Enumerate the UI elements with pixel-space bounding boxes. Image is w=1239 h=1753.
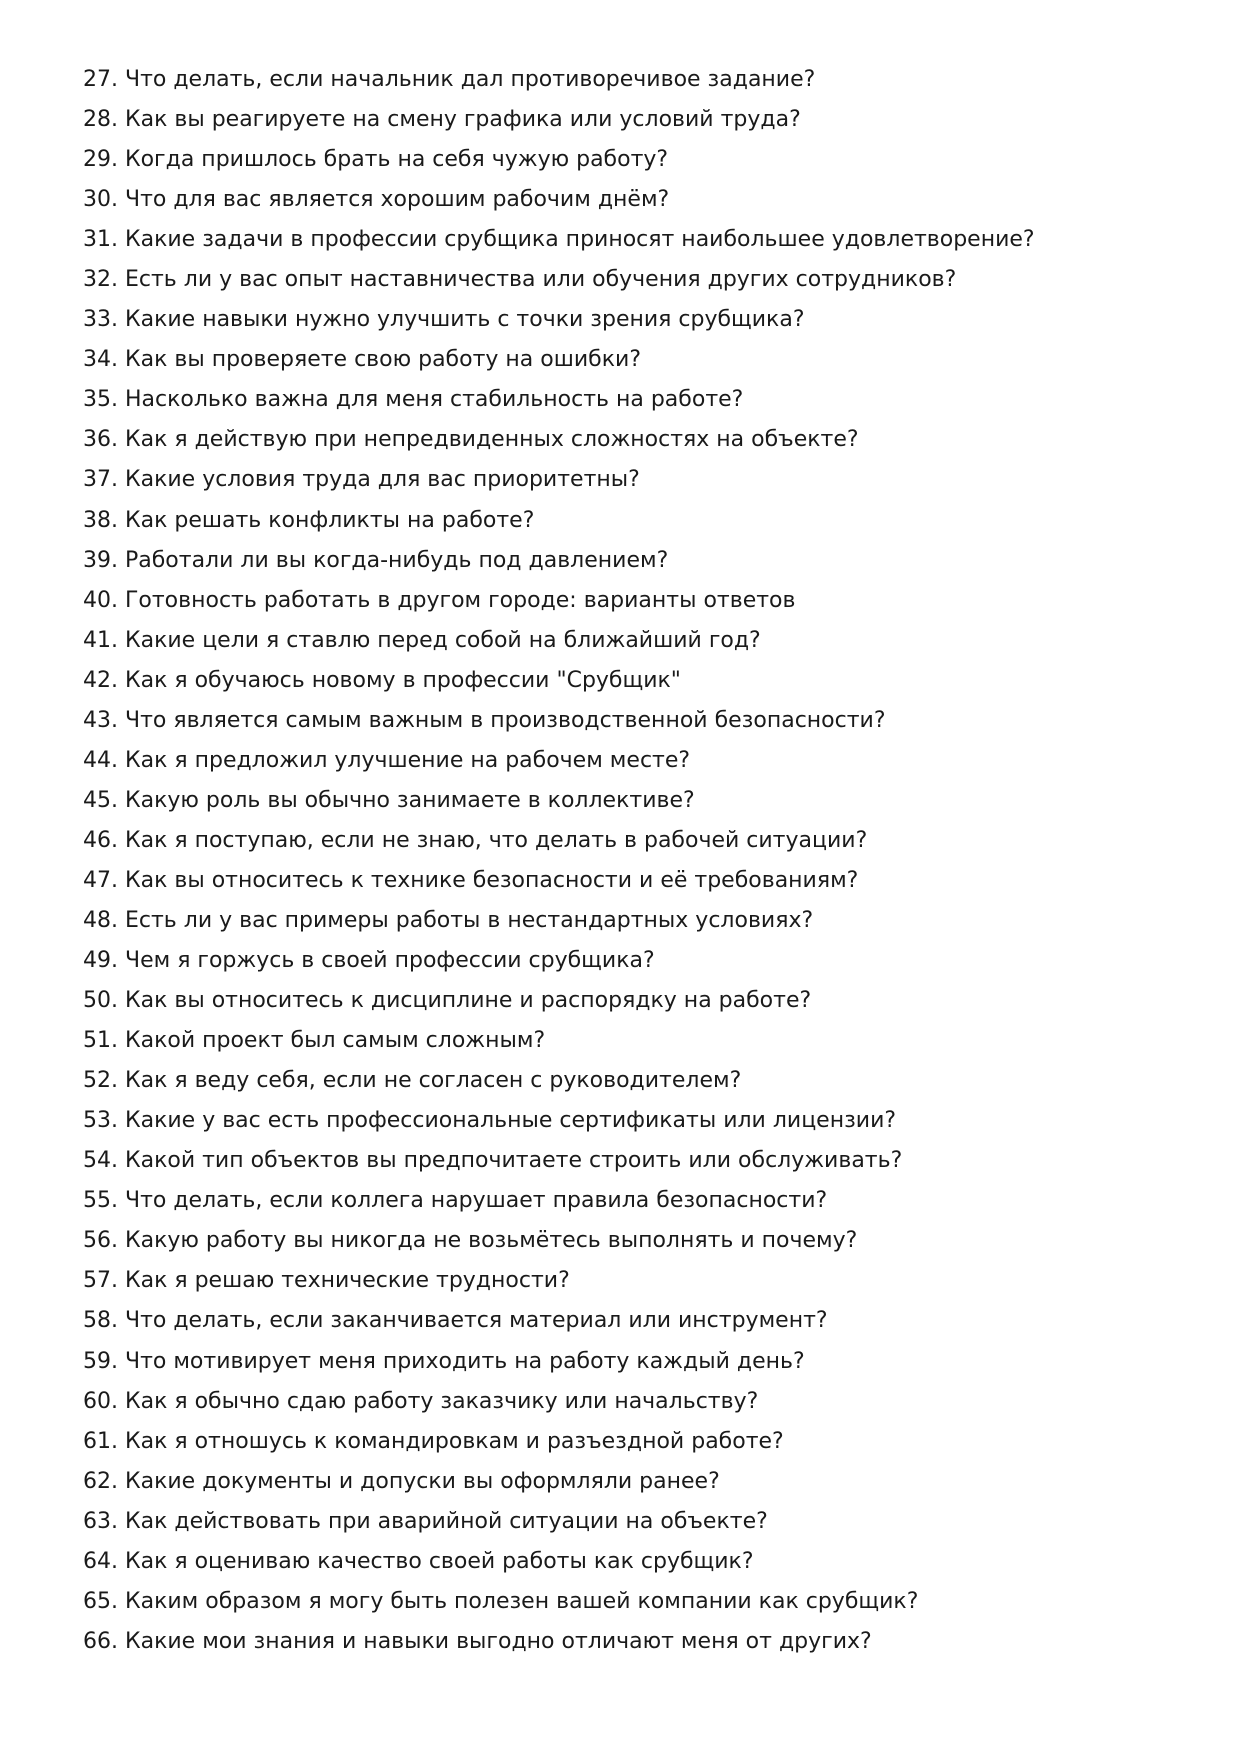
- question-item: 28. Как вы реагируете на смену графика или условий труда?: [83, 107, 801, 133]
- question-item: 56. Какую работу вы никогда не возьмётесь выполнять и почему?: [83, 1228, 858, 1254]
- question-item: 51. Какой проект был самым сложным?: [83, 1028, 546, 1054]
- question-item: 64. Как я оцениваю качество своей работы как срубщик?: [83, 1548, 754, 1574]
- question-item: 27. Что делать, если начальник дал противоречивое задание?: [83, 67, 816, 92]
- question-item: 31. Какие задачи в профессии срубщика приносят наибольшее удовлетворение?: [83, 227, 1035, 253]
- question-item: 36. Как я действую при непредвиденных сложностях на объекте?: [83, 427, 859, 453]
- question-item: 37. Какие условия труда для вас приоритетны?: [83, 467, 640, 493]
- question-item: 45. Какую роль вы обычно занимаете в коллективе?: [83, 787, 695, 813]
- question-item: 48. Есть ли у вас примеры работы в нестандартных условиях?: [83, 907, 814, 933]
- question-item: 30. Что для вас является хорошим рабочим днём?: [83, 187, 670, 213]
- question-item: 65. Каким образом я могу быть полезен вашей компании как срубщик?: [83, 1588, 919, 1614]
- question-item: 44. Как я предложил улучшение на рабочем месте?: [83, 747, 691, 773]
- question-item: 47. Как вы относитесь к технике безопасности и её требованиям?: [83, 867, 859, 893]
- question-item: 62. Какие документы и допуски вы оформляли ранее?: [83, 1468, 720, 1494]
- question-item: 41. Какие цели я ставлю перед собой на ближайший год?: [83, 627, 761, 653]
- question-item: 43. Что является самым важным в производственной безопасности?: [83, 707, 886, 733]
- question-list: [83, 60, 1035, 1662]
- question-item: 42. Как я обучаюсь новому в профессии "Срубщик": [83, 667, 681, 693]
- question-item: 38. Как решать конфликты на работе?: [83, 507, 535, 533]
- question-item: 50. Как вы относитесь к дисциплине и распорядку на работе?: [83, 988, 812, 1014]
- question-item: 59. Что мотивирует меня приходить на работу каждый день?: [83, 1348, 805, 1374]
- question-item: 33. Какие навыки нужно улучшить с точки зрения срубщика?: [83, 307, 805, 333]
- question-item: 29. Когда пришлось брать на себя чужую работу?: [83, 147, 669, 173]
- question-item: 40. Готовность работать в другом городе: варианты ответов: [83, 587, 796, 613]
- question-item: 39. Работали ли вы когда-нибудь под давлением?: [83, 547, 669, 573]
- question-item: 63. Как действовать при аварийной ситуации на объекте?: [83, 1508, 768, 1534]
- question-item: 53. Какие у вас есть профессиональные сертификаты или лицензии?: [83, 1108, 897, 1134]
- question-item: 35. Насколько важна для меня стабильность на работе?: [83, 387, 744, 413]
- question-item: 57. Как я решаю технические трудности?: [83, 1268, 570, 1294]
- question-item: 55. Что делать, если коллега нарушает правила безопасности?: [83, 1188, 828, 1214]
- question-item: 32. Есть ли у вас опыт наставничества или обучения других сотрудников?: [83, 267, 957, 293]
- question-item: 58. Что делать, если заканчивается материал или инструмент?: [83, 1308, 828, 1334]
- question-item: 66. Какие мои знания и навыки выгодно отличают меня от других?: [83, 1628, 872, 1654]
- question-item: 52. Как я веду себя, если не согласен с руководителем?: [83, 1068, 742, 1094]
- question-item: 34. Как вы проверяете свою работу на ошибки?: [83, 347, 641, 373]
- question-item: 61. Как я отношусь к командировкам и разъездной работе?: [83, 1428, 784, 1454]
- question-item: 54. Какой тип объектов вы предпочитаете строить или обслуживать?: [83, 1148, 903, 1174]
- question-item: 49. Чем я горжусь в своей профессии срубщика?: [83, 948, 655, 974]
- question-item: 46. Как я поступаю, если не знаю, что делать в рабочей ситуации?: [83, 827, 868, 853]
- question-item: 60. Как я обычно сдаю работу заказчику или начальству?: [83, 1388, 759, 1414]
